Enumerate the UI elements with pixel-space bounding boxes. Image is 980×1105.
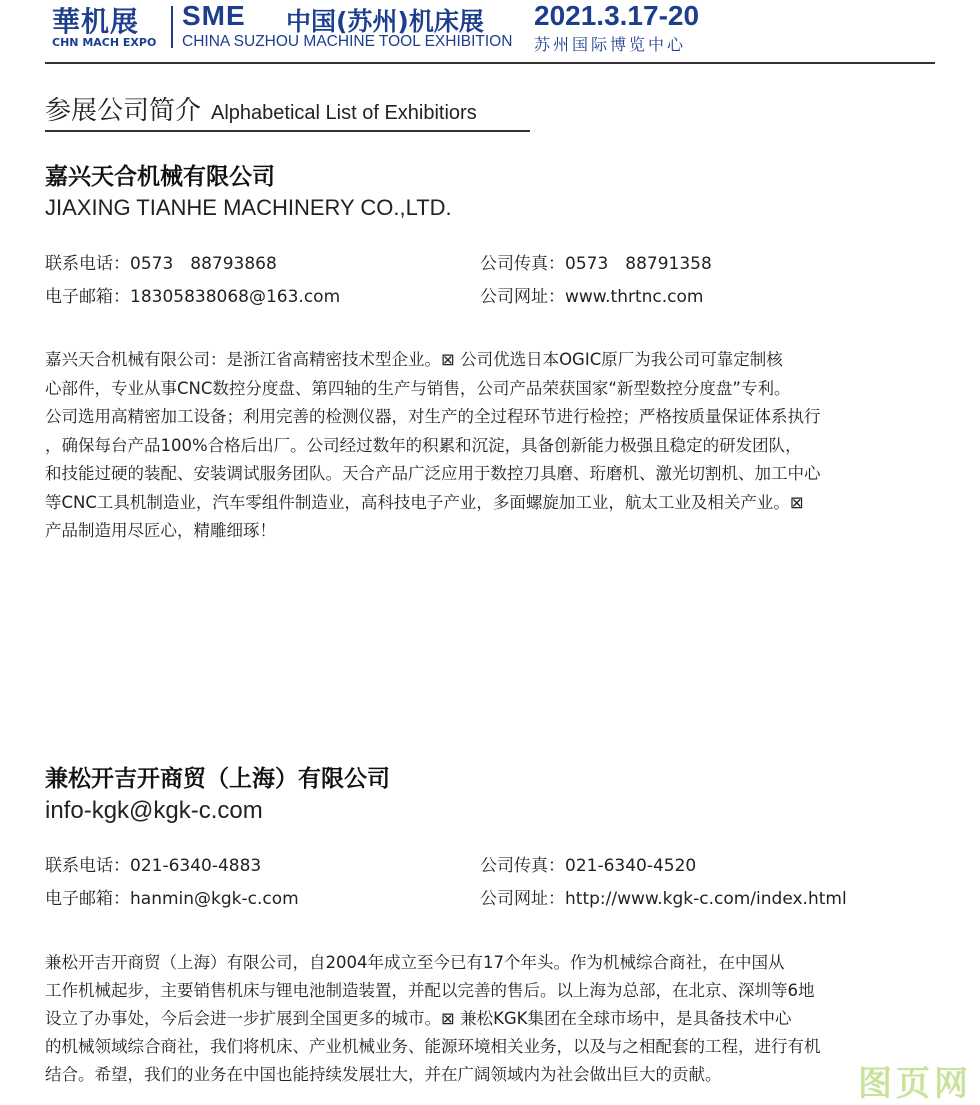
description-line: 兼松开吉开商贸（上海）有限公司，自2004年成立至今已有17个年头。作为机械综合商社，在中国从 [45,953,785,972]
description-line: 心部件，专业从事CNC数控分度盘、第四轴的生产与销售，公司产品荣获国家“新型数控分度盘”专利。 [45,378,791,398]
description-line: 产品制造用尽匠心，精雕细琢！ [45,521,276,540]
company-description [45,949,821,1089]
header-divider [171,6,173,48]
company-fax: 公司传真：0573 88791358 [480,254,712,274]
exhibition-venue: 苏州国际博览中心 [534,35,687,54]
description-line: 公司选用高精密加工设备；利用完善的检测仪器，对生产的全过程环节进行检控；严格按质量保证体系执行 [45,407,821,426]
description-line: 结合。希望，我们的业务在中国也能持续发展壮大，并在广阔领域内为社会做出巨大的贡献。 [45,1065,722,1084]
description-line: 和技能过硬的装配、安装调试服务团队。天合产品广泛应用于数控刀具磨、珩磨机、激光切割机、加工中心 [45,464,821,483]
description-line: 等CNC工具机制造业，汽车零组件制造业，高科技电子产业，多面螺旋加工业，航太工业及相关产业。⊠ [45,492,804,512]
company-website: 公司网址：www.thrtnc.com [480,287,704,307]
company-email: 电子邮箱：18305838068@163.com [45,287,341,307]
expo-logo: 華机展 [52,5,140,38]
header-rule [45,62,935,64]
description-line: 工作机械起步，主要销售机床与锂电池制造装置，并配以完善的售后。以上海为总部，在北京、深圳等6地 [45,981,815,1000]
section-title-cn: 参展公司简介 [45,96,202,126]
company-fax: 公司传真：021-6340-4520 [480,856,697,876]
description-line: 设立了办事处，今后会进一步扩展到全国更多的城市。⊠ 兼松KGK集团在全球市场中，是具备技术中心 [45,1009,792,1028]
company-website: 公司网址：http://www.kgk-c.com/index.html [480,889,847,909]
company-name: 兼松开吉开商贸（上海）有限公司 [45,766,390,792]
watermark-logo: 图页网 [858,1064,972,1104]
company-email-header: info-kgk@kgk-c.com [45,797,263,824]
company-description [45,346,821,546]
exhibition-name-en: CHINA SUZHOU MACHINE TOOL EXHIBITION [182,33,513,50]
sme-logo: SME [182,0,246,31]
company-name-en: JIAXING TIANHE MACHINERY CO.,LTD. [45,195,452,220]
section-title-en: Alphabetical List of Exhibitiors [211,102,477,124]
expo-logo-en: CHN MACH EXPO [52,36,157,49]
exhibition-name-cn: 中国(苏州)机床展 [286,7,484,36]
company-name: 嘉兴天合机械有限公司 [45,164,275,190]
company-email: 电子邮箱：hanmin@kgk-c.com [45,889,299,909]
section-title [45,90,477,127]
section-rule [45,130,530,132]
company-phone: 联系电话：0573 88793868 [45,254,277,274]
exhibition-date: 2021.3.17-20 [534,0,700,31]
description-line: 嘉兴天合机械有限公司：是浙江省高精密技术型企业。⊠ 公司优选日本OGIC原厂为我公司可靠定制核 [45,350,783,369]
description-line: ，确保每台产品100%合格后出厂。公司经过数年的积累和沉淀，具备创新能力极强且稳定的研发团队， [45,435,802,455]
company-phone: 联系电话：021-6340-4883 [45,856,262,876]
description-line: 的机械领域综合商社，我们将机床、产业机械业务、能源环境相关业务，以及与之相配套的工程，进行有机 [45,1037,821,1056]
